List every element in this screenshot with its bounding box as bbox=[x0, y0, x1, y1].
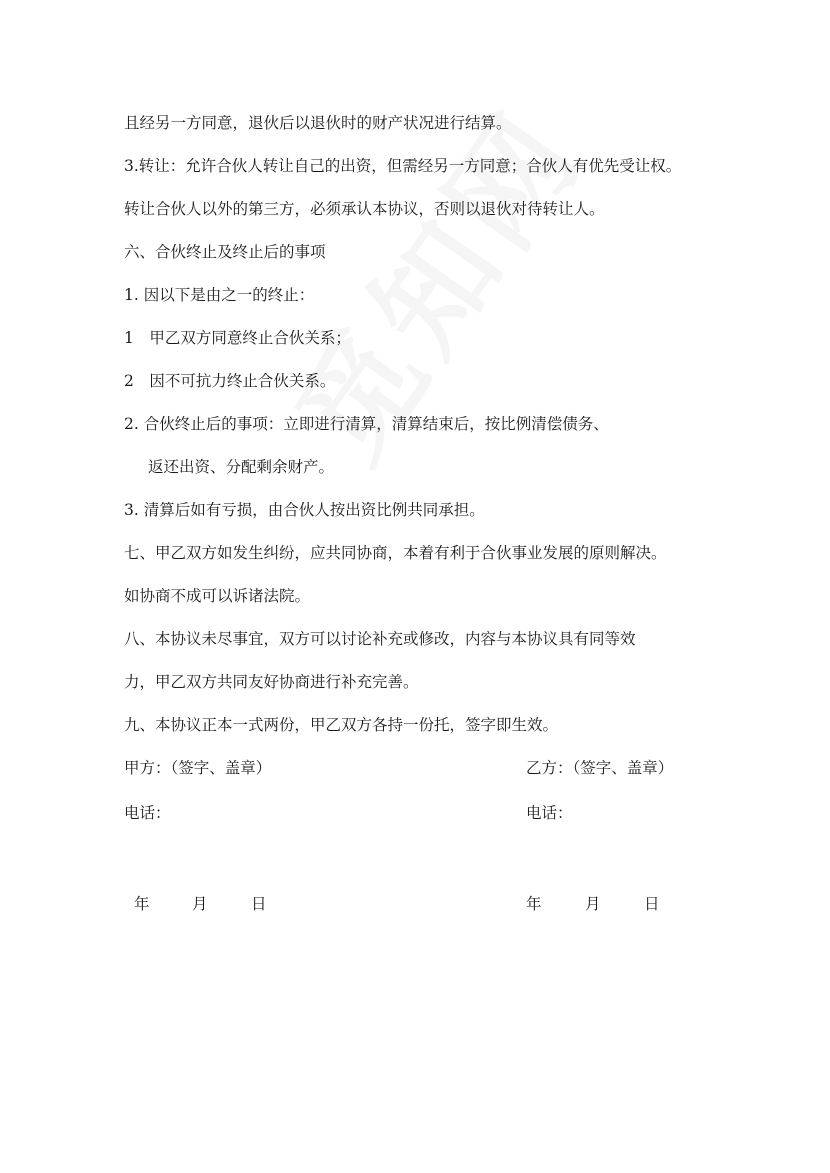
paragraph-line: 1. 因以下是由之一的终止： bbox=[124, 286, 315, 304]
party-a-date-year: 年 bbox=[134, 895, 150, 913]
paragraph-line: 如协商不成可以诉诸法院。 bbox=[124, 587, 311, 605]
party-b-date-year: 年 bbox=[526, 895, 542, 913]
party-b-date-day: 日 bbox=[644, 895, 660, 913]
party-b-phone-label: 电话： bbox=[526, 804, 573, 822]
section-heading: 六、合伙终止及终止后的事项 bbox=[124, 243, 326, 261]
paragraph-line: 力，甲乙双方共同友好协商进行补充完善。 bbox=[124, 673, 419, 691]
party-a-phone-label: 电话： bbox=[124, 804, 171, 822]
party-a-date-month: 月 bbox=[192, 895, 208, 913]
party-b-signature-label: 乙方：（签字、盖章） bbox=[526, 759, 674, 777]
section-heading: 九、本协议正本一式两份，甲乙双方各持一份托，签字即生效。 bbox=[124, 716, 559, 734]
paragraph-line: 3. 清算后如有亏损，由合伙人按出资比例共同承担。 bbox=[124, 501, 485, 519]
paragraph-line: 3.转让：允许合伙人转让自己的出资，但需经另一方同意；合伙人有优先受让权。 bbox=[124, 157, 682, 175]
party-a-date-day: 日 bbox=[251, 895, 267, 913]
section-heading: 七、甲乙双方如发生纠纷，应共同协商，本着有利于合伙事业发展的原则解决。 bbox=[124, 544, 667, 562]
paragraph-line: 2. 合伙终止后的事项：立即进行清算，清算结束后，按比例清偿债务、 bbox=[124, 415, 609, 433]
party-b-date-month: 月 bbox=[585, 895, 601, 913]
paragraph-line: 转让合伙人以外的第三方，必须承认本协议，否则以退伙对待转让人。 bbox=[124, 200, 605, 218]
party-a-signature-label: 甲方：（签字、盖章） bbox=[124, 759, 272, 777]
paragraph-line: 返还出资、分配剩余财产。 bbox=[148, 458, 335, 476]
paragraph-line: 且经另一方同意，退伙后以退伙时的财产状况进行结算。 bbox=[124, 114, 512, 132]
list-item: 2 因不可抗力终止合伙关系。 bbox=[124, 372, 336, 390]
section-heading: 八、本协议未尽事宜，双方可以讨论补充或修改，内容与本协议具有同等效 bbox=[124, 630, 636, 648]
list-item: 1 甲乙双方同意终止合伙关系； bbox=[124, 329, 351, 347]
